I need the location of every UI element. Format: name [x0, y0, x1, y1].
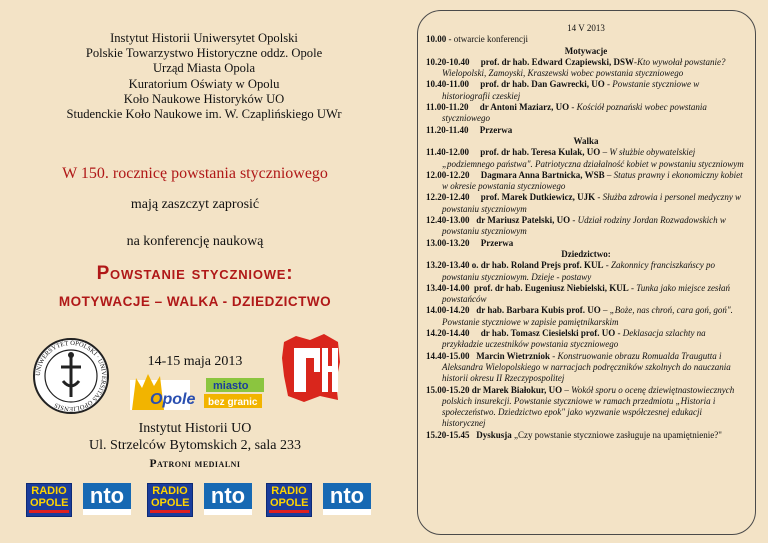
- item-time: 15.20-15.45: [426, 429, 470, 440]
- item-time: 15.00-15.20: [426, 384, 470, 395]
- section-heading: Walka: [573, 135, 599, 146]
- item-time: 10.00: [426, 34, 447, 45]
- item-topic: Zakonnicy franciszkańscy po powstaniu styczniowym. Dzieje - postawy: [442, 260, 716, 282]
- radio-logo-text: RADIO: [271, 485, 307, 497]
- program-item: [426, 305, 746, 328]
- item-time: 11.20-11.40: [426, 124, 469, 135]
- program-list: [426, 23, 746, 441]
- svg-text:Opole: Opole: [150, 391, 196, 408]
- item-speaker: prof. dr hab. Eugeniusz Niebielski, KUL: [474, 282, 629, 293]
- conference-subtitle: MOTYWACJE – WALKA - DZIEDZICTWO: [58, 294, 332, 309]
- item-sep: –: [604, 169, 614, 180]
- program-item: [426, 215, 746, 238]
- organizer: Polskie Towarzystwo Historyczne oddz. Opole: [85, 46, 323, 61]
- program-item: [426, 351, 746, 385]
- item-speaker: Marcin Wietrzniok: [476, 350, 550, 361]
- program-item: [426, 170, 746, 193]
- section-heading: Motywacje: [564, 45, 608, 56]
- item-sep: -: [570, 215, 578, 226]
- item-speaker: prof. dr hab. Teresa Kulak, UO: [480, 147, 601, 158]
- venue-address: Ul. Strzelców Bytomskich 2, sala 233: [89, 438, 301, 453]
- item-speaker: prof. dr hab. Edward Czapiewski, DSW: [480, 56, 634, 67]
- program-panel: [417, 10, 756, 535]
- item-sep: -: [628, 282, 637, 293]
- nto-logo-text: nto: [329, 483, 365, 508]
- radio-logo-text: OPOLE: [151, 497, 190, 509]
- item-topic: „Boże, nas chroń, cara goń, goń". Powstanie styczniowe w zapisie pamiętnikarskim: [442, 305, 733, 327]
- item-sep: -: [633, 56, 637, 67]
- nto-logo-text: nto: [210, 483, 246, 508]
- organizer: Kuratorium Oświaty w Opolu: [128, 76, 280, 91]
- item-time: 12.00-12.20: [426, 169, 470, 180]
- svg-text:UNIWERSYTET OPOLSKI · UNIVERSI: UNIWERSYTET OPOLSKI · UNIVERSITAS OPOLIENSIS: [34, 339, 108, 413]
- svg-text:PTH: PTH: [280, 332, 282, 333]
- program-item: [426, 385, 746, 430]
- radio-opole-logo: [147, 483, 193, 517]
- item-time: 13.40-14.00: [426, 282, 470, 293]
- item-time: 12.40-13.00: [426, 215, 470, 226]
- item-topic: W służbie obywatelskiej „podziemnego państwa". Patriotyczna działalność kobiet w powstaniu styczniowym: [442, 147, 744, 169]
- item-sep: –: [600, 305, 610, 316]
- item-sep: –: [600, 147, 610, 158]
- item-speaker: o. dr hab. Roland Prejs prof. KUL: [471, 260, 604, 271]
- item-time: 13.20-13.40: [426, 260, 470, 271]
- opole-city-logo: [128, 370, 268, 418]
- invite-line: mają zaszczyt zaprosić: [130, 197, 260, 212]
- item-time: 14.20-14.40: [426, 328, 470, 339]
- item-speaker: dr hab. Barbara Kubis prof. UO: [476, 305, 601, 316]
- day-date: 14 V 2013: [567, 23, 605, 33]
- item-time: 10.40-11.00: [426, 79, 470, 90]
- organizers-list: [44, 31, 364, 122]
- radio-logo-text: RADIO: [31, 485, 67, 497]
- svg-text:miasto: miasto: [213, 380, 249, 392]
- item-topic: „Czy powstanie styczniowe zasługuje na upamiętnienie?": [511, 429, 722, 440]
- program-item: [426, 283, 746, 306]
- item-topic: Konstruowanie obrazu Romualda Traugutta i Aleksandra Wielopolskiego w narracjach podręczników szkolnych do nauczania historii okresu II Rzeczypospolitej: [442, 350, 731, 384]
- item-time: 10.20-10.40: [426, 56, 470, 67]
- organizer: Studenckie Koło Naukowe im. W. Czaplińskiego UWr: [66, 107, 342, 122]
- nto-logo: [204, 483, 252, 515]
- program-item: [426, 34, 746, 45]
- section-heading: Dziedzictwo:: [561, 248, 611, 259]
- program-item: [426, 192, 746, 215]
- item-sep: -: [615, 328, 623, 339]
- conference-type-line: na konferencję naukową: [126, 234, 264, 249]
- organizer: Koło Naukowe Historyków UO: [123, 91, 285, 106]
- program-item: [426, 147, 746, 170]
- item-time: 11.00-11.20: [426, 102, 469, 113]
- svg-text:bez granic: bez granic: [208, 397, 258, 408]
- radio-opole-logo: [266, 483, 312, 517]
- program-item: [426, 57, 746, 80]
- anniversary-line: W 150. rocznicę powstania styczniowego: [62, 165, 328, 182]
- program-item: [426, 328, 746, 351]
- item-time: 11.40-12.00: [426, 147, 470, 158]
- item-sep: -: [550, 350, 558, 361]
- item-speaker: Dagmara Anna Bartnicka, WSB: [480, 169, 605, 180]
- item-topic: Udział rodziny Jordan Rozwadowskich w powstaniu styczniowym: [442, 215, 726, 237]
- program-item: [426, 79, 746, 102]
- venue-name: Instytut Historii UO: [138, 421, 252, 436]
- item-speaker: dr hab. Tomasz Ciesielski prof. UO: [480, 328, 616, 339]
- university-seal-logo: [32, 337, 110, 415]
- nto-logo: [323, 483, 371, 515]
- media-patrons-label: Patroni medialni: [149, 458, 241, 470]
- item-speaker: dr Marek Białokur, UO: [471, 384, 563, 395]
- item-speaker: dr Antoni Maziarz, UO: [479, 102, 570, 113]
- item-topic: Status prawny i ekonomiczny kobiet w okresie powstania styczniowego: [442, 169, 743, 192]
- pth-logo: [280, 332, 342, 404]
- program-item: [426, 260, 746, 283]
- program-break: [426, 238, 746, 249]
- item-time: 14.40-15.00: [426, 350, 470, 361]
- item-speaker: dr Mariusz Patelski, UO: [476, 215, 571, 226]
- radio-logo-text: OPOLE: [270, 497, 309, 509]
- conference-title: Powstanie styczniowe:: [96, 263, 294, 284]
- radio-opole-logo: [26, 483, 72, 517]
- radio-logo-text: RADIO: [152, 485, 188, 497]
- organizer: Urząd Miasta Opola: [152, 61, 256, 76]
- item-time: 14.00-14.20: [426, 305, 470, 316]
- radio-logo-text: OPOLE: [30, 497, 69, 509]
- item-time: 13.00-13.20: [426, 237, 470, 248]
- item-topic: Tunka jako miejsce zesłań powstańców: [442, 282, 730, 305]
- item-topic: Wokół sporu o ocenę dziewiętnastowiecznych polskich insurekcji. Powstanie styczniowe w ramach przedmiotu „Historia i społeczeństwo. Dziedzictwo epok" jako wyzwanie współczesnej edukacji historycznej: [442, 384, 735, 429]
- program-break: [426, 125, 746, 136]
- item-sep: –: [562, 384, 572, 395]
- item-topic: Służba zdrowia i personel medyczny w powstaniu styczniowym: [442, 192, 742, 214]
- item-speaker: prof. Marek Dutkiewicz, UJK: [480, 192, 596, 203]
- item-text: - otwarcie konferencji: [446, 34, 528, 45]
- program-item: [426, 102, 746, 125]
- organizer: Instytut Historii Uniwersytet Opolski: [110, 31, 298, 45]
- break-label: Przerwa: [480, 237, 514, 248]
- nto-logo: [83, 483, 131, 515]
- conference-date: 14-15 maja 2013: [147, 354, 243, 369]
- program-item: [426, 430, 746, 441]
- break-label: Przerwa: [479, 124, 513, 135]
- item-sep: -: [603, 260, 612, 271]
- item-sep: -: [595, 192, 603, 203]
- item-sep: -: [569, 102, 577, 113]
- item-speaker: Dyskusja: [476, 429, 512, 440]
- item-time: 12.20-12.40: [426, 192, 470, 203]
- nto-logo-text: nto: [89, 483, 125, 508]
- item-topic: Kościół poznański wobec powstania styczniowego: [442, 102, 707, 124]
- item-sep: -: [604, 79, 613, 90]
- item-topic: Powstanie styczniowe w historiografii czeskiej: [442, 79, 700, 101]
- item-topic: Kto wywołał powstanie? Wielopolski, Zamoyski, Kraszewski wobec powstania styczniowego: [442, 56, 726, 79]
- item-speaker: prof. dr hab. Dan Gawrecki, UO: [480, 79, 605, 90]
- item-topic: Deklasacja szlachty na przykładzie uczestników powstania styczniowego: [442, 328, 706, 350]
